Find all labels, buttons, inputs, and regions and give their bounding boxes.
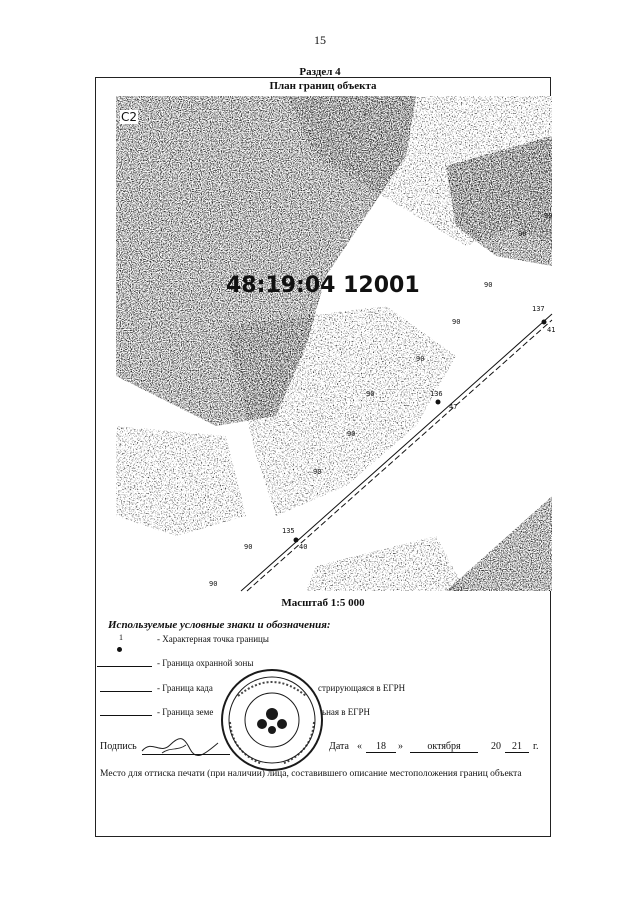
elevation-mark: 90 — [416, 355, 425, 363]
legend-point-number: 1 — [119, 633, 123, 642]
signature-line — [142, 754, 230, 755]
round-seal-stamp — [218, 666, 326, 774]
signature-label: Подпись — [100, 741, 137, 752]
date-year-unit: г. — [533, 741, 539, 752]
section-title: Раздел 4 — [299, 66, 341, 78]
legend-item-text: - Граница када — [157, 683, 213, 693]
boundary-point — [436, 400, 441, 405]
elevation-mark: 90 — [244, 543, 253, 551]
boundary-point — [542, 320, 547, 325]
point-label: 135 — [282, 527, 295, 535]
page-number: 15 — [314, 33, 326, 47]
elevation-mark: 90 — [209, 580, 218, 588]
seal-note: Место для оттиска печати (при наличии) лица, составившего описание местоположения границ объекта — [100, 769, 522, 779]
elevation-mark: 90 — [347, 430, 356, 438]
date-year-suffix: 21 — [505, 741, 529, 753]
point-label: 41 — [547, 326, 556, 334]
protection-zone-line-icon — [97, 666, 152, 667]
aerial-map — [116, 96, 556, 591]
forest-area — [226, 306, 456, 516]
date-close-quote: » — [398, 741, 403, 752]
sheet-code: С2 — [121, 110, 138, 124]
elevation-mark: 90 — [544, 212, 553, 220]
elevation-mark: 90 — [518, 230, 527, 238]
date-day: 18 — [366, 741, 396, 753]
forest-area — [446, 496, 552, 591]
boundary-point-icon — [117, 647, 122, 652]
legend-item-text: - Характерная точка границы — [157, 634, 269, 644]
elevation-mark: 90 — [484, 281, 493, 289]
point-label: 137 — [532, 305, 545, 313]
date-month: октября — [410, 741, 478, 753]
scale-label: Масштаб 1:5 000 — [281, 597, 365, 609]
element-mark: 90 — [452, 318, 461, 326]
legend-item-text: стрирующаяся в ЕГРН — [318, 683, 406, 693]
date-label: Дата — [329, 741, 349, 752]
point-label: 136 — [430, 390, 443, 398]
legend-item-text: ьная в ЕГРН — [322, 707, 371, 717]
cadastral-boundary-line-icon — [100, 691, 152, 692]
boundary-point — [294, 538, 299, 543]
land-boundary-line-icon — [100, 715, 152, 716]
legend-item-text: - Граница охранной зоны — [157, 658, 254, 668]
forest-area — [116, 426, 246, 536]
legend-item-text: - Граница земе — [157, 707, 214, 717]
cadastral-block-label: 48:19:04 12001 — [226, 273, 420, 298]
legend-title: Используемые условные знаки и обозначения: — [108, 619, 331, 631]
point-label: 47 — [449, 403, 458, 411]
elevation-mark: 90 — [313, 468, 322, 476]
elevation-mark: 90 — [366, 390, 375, 398]
point-label: 40 — [299, 543, 308, 551]
map-canvas — [116, 96, 556, 591]
forest-area — [306, 536, 466, 591]
date-year-prefix: 20 — [491, 741, 501, 752]
plan-title: План границ объекта — [269, 80, 377, 92]
date-open-quote: « — [357, 741, 362, 752]
